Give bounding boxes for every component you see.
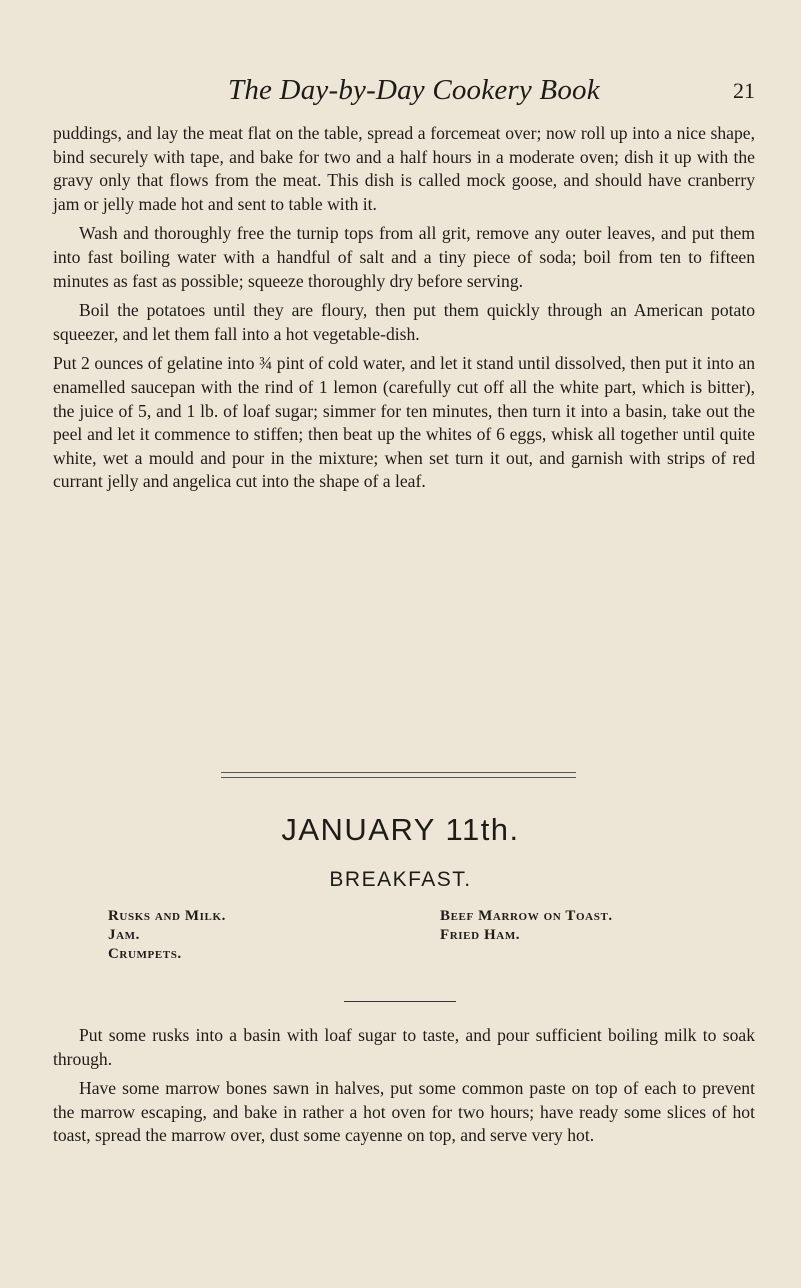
paragraph: Put 2 ounces of gelatine into ¾ pint of cold water, and let it stand until dissolved, then put it into an enamelled saucepan with the rind of 1 lemon (carefully cut off all the white part, which is bitter), the juice of 5, and 1 lb. of loaf sugar; simmer for ten minutes, then turn it into a basin, take out the peel and let it commence to stiffen; then beat up the whites of 6 eggs, whisk all together until quite white, wet a mould and pour in the mixture; when set turn it out, and garnish with strips of red currant jelly and angelica cut into the shape of a leaf. — [53, 353, 755, 492]
running-title: The Day-by-Day Cookery Book — [228, 74, 600, 106]
menu-item: Rusks and Milk. — [108, 908, 226, 924]
body-text — [53, 122, 755, 500]
running-head — [0, 74, 801, 114]
menu-item: Fried Ham. — [440, 927, 521, 943]
menu-divider — [344, 1001, 456, 1002]
paragraph: Put some rusks into a basin with loaf sugar to taste, and pour sufficient boiling milk to soak through. — [53, 1025, 755, 1069]
section-divider — [221, 772, 576, 778]
paragraph: Boil the potatoes until they are floury, then put them quickly through an American potato squeezer, and let them fall into a hot vegetable-dish. — [53, 300, 755, 344]
menu-item: Crumpets. — [108, 946, 182, 962]
page-number: 21 — [733, 78, 755, 103]
paragraph: Wash and thoroughly free the turnip tops from all grit, remove any outer leaves, and put them into fast boiling water with a handful of salt and a tiny piece of soda; boil from ten to fifteen minutes as fast as possible; squeeze thoroughly dry before serving. — [53, 223, 755, 291]
menu-right-column — [440, 907, 613, 945]
paragraph: puddings, and lay the meat flat on the table, spread a forcemeat over; now roll up into a nice shape, bind securely with tape, and bake for two and a half hours in a moderate oven; dish it up with the gravy only that flows from the meat. This dish is called mock goose, and should have cranberry jam or jelly made hot and sent to table with it. — [53, 123, 755, 214]
recipe-text — [53, 1024, 755, 1154]
menu-item: Jam. — [108, 927, 140, 943]
date-heading: JANUARY 11th. — [281, 812, 520, 847]
paragraph: Have some marrow bones sawn in halves, put some common paste on top of each to prevent the marrow escaping, and bake in rather a hot oven for two hours; have ready some slices of hot toast, spread the marrow over, dust some cayenne on top, and serve very hot. — [53, 1078, 755, 1146]
meal-heading: BREAKFAST. — [329, 868, 472, 891]
menu-left-column — [108, 907, 226, 964]
menu-item: Beef Marrow on Toast. — [440, 908, 613, 924]
